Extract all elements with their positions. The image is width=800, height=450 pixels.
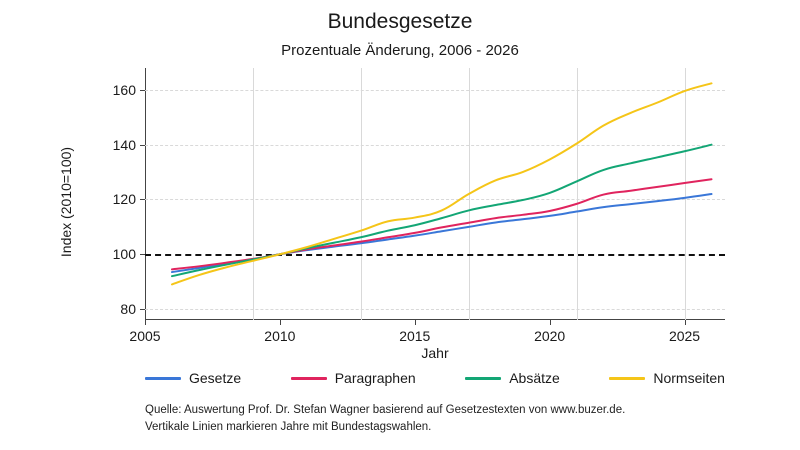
legend-label: Normseiten bbox=[653, 370, 725, 386]
x-tick-mark bbox=[550, 320, 551, 325]
x-tick-mark bbox=[685, 320, 686, 325]
y-tick-label: 120 bbox=[112, 191, 136, 208]
legend-swatch-icon bbox=[145, 377, 181, 380]
x-tick-mark bbox=[415, 320, 416, 325]
chart-legend bbox=[145, 370, 725, 386]
plot-area bbox=[112, 68, 725, 344]
legend-swatch-icon bbox=[609, 377, 645, 380]
x-tick-label: 2015 bbox=[399, 328, 431, 344]
series-lines bbox=[145, 68, 725, 320]
series-line-normseiten bbox=[172, 83, 712, 284]
footnote-line-1: Quelle: Auswertung Prof. Dr. Stefan Wagner basierend auf Gesetzestexten von www.buzer.de. bbox=[145, 404, 626, 416]
legend-swatch-icon bbox=[291, 377, 327, 380]
footnote-line-2: Vertikale Linien markieren Jahre mit Bundestagswahlen. bbox=[145, 420, 432, 433]
legend-label: Absätze bbox=[509, 370, 560, 386]
legend-label: Paragraphen bbox=[334, 370, 416, 386]
y-tick-label: 140 bbox=[112, 136, 136, 153]
x-tick-mark bbox=[280, 320, 281, 325]
chart-subtitle: Prozentuale Änderung, 2006 - 2026 bbox=[281, 42, 519, 59]
x-tick-label: 2005 bbox=[129, 328, 161, 344]
legend-item-paragraphen[interactable] bbox=[291, 370, 416, 386]
x-tick-label: 2020 bbox=[534, 328, 566, 344]
y-tick-label: 160 bbox=[112, 81, 136, 98]
legend-item-normseiten[interactable] bbox=[609, 370, 725, 386]
x-tick-mark bbox=[145, 320, 146, 325]
chart-footnote bbox=[145, 402, 765, 435]
legend-item-absätze[interactable] bbox=[465, 370, 560, 386]
legend-swatch-icon bbox=[465, 377, 501, 380]
y-axis-label: Index (2010=100) bbox=[58, 146, 74, 258]
x-tick-label: 2025 bbox=[668, 328, 701, 344]
x-axis-label: Jahr bbox=[421, 345, 449, 361]
y-tick-label: 80 bbox=[120, 301, 136, 318]
legend-label: Gesetze bbox=[189, 370, 242, 386]
chart-title: Bundesgesetze bbox=[327, 10, 473, 33]
x-tick-label: 2010 bbox=[264, 328, 296, 344]
y-tick-label: 100 bbox=[112, 246, 136, 263]
legend-item-gesetze[interactable] bbox=[145, 370, 241, 386]
series-line-paragraphen bbox=[172, 179, 712, 269]
